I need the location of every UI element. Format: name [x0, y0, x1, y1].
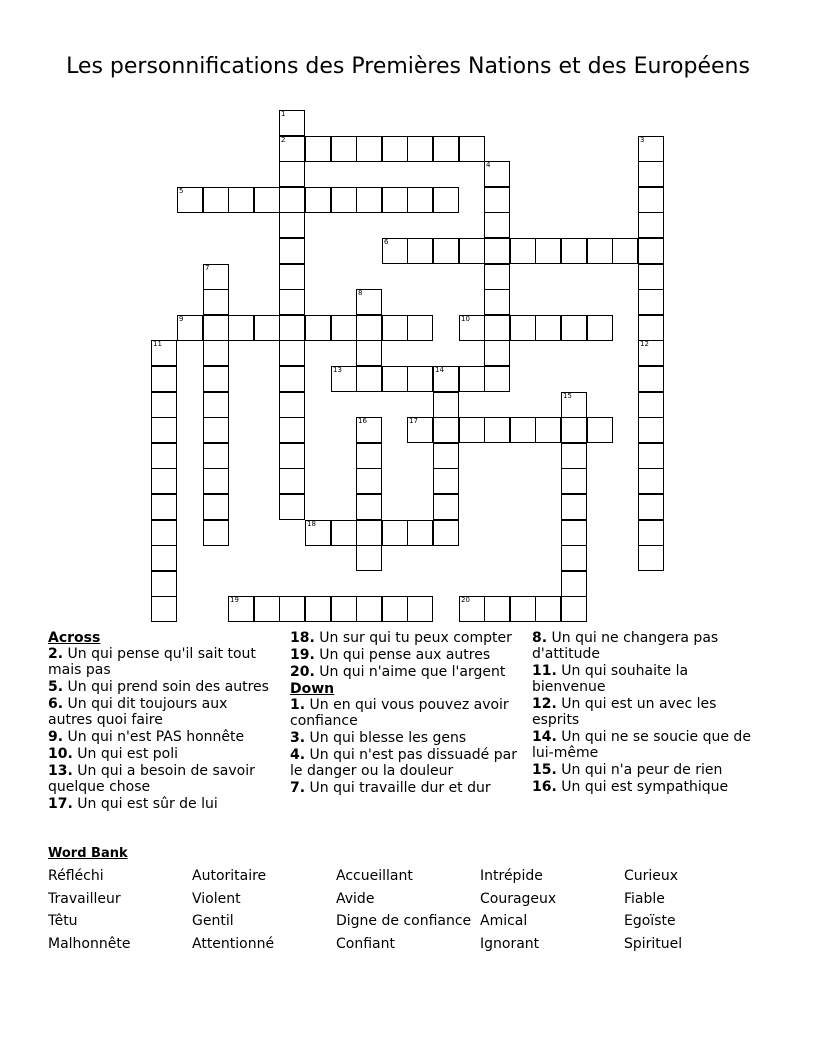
grid-cell[interactable]	[151, 443, 177, 469]
grid-cell[interactable]	[279, 443, 305, 469]
clue-number: 15.	[532, 762, 557, 778]
grid-cell[interactable]	[638, 392, 664, 418]
cell-number: 7	[205, 264, 210, 272]
cell-number: 15	[563, 392, 572, 400]
grid-cell[interactable]	[279, 468, 305, 494]
clue-text: Un qui dit toujours aux autres quoi faire	[48, 696, 228, 728]
clue-text: Un qui est sûr de lui	[77, 796, 218, 812]
across-clue	[48, 763, 276, 795]
cell-number: 3	[640, 136, 645, 144]
grid-cell[interactable]	[484, 212, 510, 238]
grid-cell[interactable]	[382, 520, 408, 546]
clue-text: Un qui est poli	[77, 746, 179, 762]
grid-cell[interactable]	[203, 443, 229, 469]
clue-text: Un sur qui tu peux compter	[319, 630, 512, 646]
grid-cell[interactable]	[638, 289, 664, 315]
grid-cell[interactable]	[356, 289, 382, 315]
grid-cell[interactable]	[561, 545, 587, 571]
cell-number: 20	[461, 596, 470, 604]
cell-number: 18	[307, 520, 316, 528]
grid-cell[interactable]	[151, 545, 177, 571]
clue-number: 5.	[48, 679, 64, 695]
across-clue	[48, 796, 276, 812]
grid-cell[interactable]	[612, 238, 638, 264]
grid-cell[interactable]	[203, 494, 229, 520]
grid-cell[interactable]	[484, 187, 510, 213]
grid-cell[interactable]	[459, 136, 485, 162]
across-clue	[290, 647, 518, 663]
grid-cell[interactable]	[638, 187, 664, 213]
grid-cell[interactable]	[228, 315, 254, 341]
grid-cell[interactable]	[305, 520, 331, 546]
clue-number: 16.	[532, 779, 557, 795]
grid-cell[interactable]	[459, 238, 485, 264]
grid-cell[interactable]	[484, 264, 510, 290]
word-bank-item: Digne de confiance	[336, 913, 472, 930]
grid-cell[interactable]	[177, 315, 203, 341]
clue-text: Un qui blesse les gens	[309, 730, 467, 746]
clue-text: Un qui n'aime que l'argent	[319, 664, 506, 680]
grid-cell[interactable]	[356, 545, 382, 571]
grid-cell[interactable]	[177, 187, 203, 213]
down-clue	[290, 780, 518, 796]
grid-cell[interactable]	[561, 468, 587, 494]
grid-cell[interactable]	[638, 212, 664, 238]
grid-cell[interactable]	[535, 315, 561, 341]
grid-cell[interactable]	[407, 596, 433, 622]
grid-cell[interactable]	[331, 520, 357, 546]
grid-cell[interactable]	[433, 468, 459, 494]
grid-cell[interactable]	[510, 417, 536, 443]
clue-number: 13.	[48, 763, 73, 779]
clue-number: 1.	[290, 697, 306, 713]
cell-number: 2	[281, 136, 286, 144]
grid-cell[interactable]	[356, 366, 382, 392]
grid-cell[interactable]	[433, 494, 459, 520]
down-clue	[532, 729, 764, 761]
across-clue	[48, 746, 276, 762]
grid-cell[interactable]	[510, 596, 536, 622]
across-clue	[48, 729, 276, 745]
grid-cell[interactable]	[151, 417, 177, 443]
grid-cell[interactable]	[587, 417, 613, 443]
grid-cell[interactable]	[331, 315, 357, 341]
grid-cell[interactable]	[433, 443, 459, 469]
word-bank-item: Avide	[336, 890, 375, 907]
clue-text: Un qui pense qu'il sait tout mais pas	[48, 646, 256, 678]
grid-cell[interactable]	[459, 315, 485, 341]
grid-cell[interactable]	[638, 468, 664, 494]
grid-cell[interactable]	[638, 264, 664, 290]
clue-number: 7.	[290, 780, 306, 796]
grid-cell[interactable]	[279, 494, 305, 520]
page-title: Les personnifications des Premières Nations et des Européens	[66, 54, 750, 79]
grid-cell[interactable]	[151, 392, 177, 418]
grid-cell[interactable]	[331, 366, 357, 392]
clue-text: Un qui est sympathique	[561, 779, 729, 795]
clue-text: Un qui n'est pas dissuadé par le danger ou la douleur	[290, 747, 517, 779]
grid-cell[interactable]	[561, 238, 587, 264]
word-bank-item: Attentionné	[192, 936, 275, 953]
down-clue	[532, 762, 764, 778]
grid-cell[interactable]	[254, 315, 280, 341]
grid-cell[interactable]	[561, 417, 587, 443]
clue-text: Un qui n'est PAS honnête	[67, 729, 245, 745]
down-clue	[290, 697, 518, 729]
down-clue	[532, 630, 764, 662]
grid-cell[interactable]	[279, 289, 305, 315]
across-clue	[290, 664, 518, 680]
clue-number: 8.	[532, 630, 548, 646]
grid-cell[interactable]	[561, 596, 587, 622]
clue-number: 12.	[532, 696, 557, 712]
grid-cell[interactable]	[151, 520, 177, 546]
grid-cell[interactable]	[356, 468, 382, 494]
grid-cell[interactable]	[407, 187, 433, 213]
grid-cell[interactable]	[203, 187, 229, 213]
grid-cell[interactable]	[433, 520, 459, 546]
cell-number: 11	[153, 340, 162, 348]
clue-number: 11.	[532, 663, 557, 679]
clue-number: 3.	[290, 730, 306, 746]
grid-cell[interactable]	[279, 392, 305, 418]
grid-cell[interactable]	[151, 494, 177, 520]
grid-cell[interactable]	[561, 571, 587, 597]
down-clue	[532, 696, 764, 728]
grid-cell[interactable]	[203, 392, 229, 418]
word-bank-item: Fiable	[624, 890, 665, 907]
grid-cell[interactable]	[638, 545, 664, 571]
clue-number: 14.	[532, 729, 557, 745]
grid-cell[interactable]	[484, 417, 510, 443]
clue-text: Un qui a besoin de savoir quelque chose	[48, 763, 255, 795]
down-clue	[290, 730, 518, 746]
grid-cell[interactable]	[356, 596, 382, 622]
grid-cell[interactable]	[638, 161, 664, 187]
cell-number: 10	[461, 315, 470, 323]
grid-cell[interactable]	[331, 596, 357, 622]
grid-cell[interactable]	[638, 520, 664, 546]
grid-cell[interactable]	[459, 596, 485, 622]
grid-cell[interactable]	[331, 136, 357, 162]
down-clue	[532, 663, 764, 695]
grid-cell[interactable]	[279, 161, 305, 187]
cell-number: 14	[435, 366, 444, 374]
across-clue	[48, 646, 276, 678]
word-bank-heading: Word Bank	[48, 846, 128, 861]
grid-cell[interactable]	[407, 417, 433, 443]
grid-cell[interactable]	[151, 366, 177, 392]
grid-cell[interactable]	[382, 187, 408, 213]
clues-column-3	[532, 630, 764, 796]
down-clue	[290, 747, 518, 779]
clue-number: 4.	[290, 747, 306, 763]
grid-cell[interactable]	[356, 443, 382, 469]
grid-cell[interactable]	[484, 161, 510, 187]
grid-cell[interactable]	[433, 136, 459, 162]
grid-cell[interactable]	[433, 417, 459, 443]
cell-number: 9	[179, 315, 184, 323]
grid-cell[interactable]	[638, 315, 664, 341]
cell-number: 12	[640, 340, 649, 348]
grid-cell[interactable]	[151, 596, 177, 622]
grid-cell[interactable]	[279, 264, 305, 290]
word-bank-item: Curieux	[624, 868, 679, 884]
grid-cell[interactable]	[279, 596, 305, 622]
clue-number: 19.	[290, 647, 315, 663]
cell-number: 13	[333, 366, 342, 374]
down-clue	[532, 779, 764, 795]
grid-cell[interactable]	[254, 596, 280, 622]
grid-cell[interactable]	[356, 340, 382, 366]
clue-number: 17.	[48, 796, 73, 812]
grid-cell[interactable]	[279, 417, 305, 443]
grid-cell[interactable]	[305, 136, 331, 162]
clues-column-2	[290, 630, 518, 797]
word-bank-item: Egoïste	[624, 913, 676, 930]
grid-cell[interactable]	[484, 366, 510, 392]
grid-cell[interactable]	[279, 366, 305, 392]
clue-text: Un qui travaille dur et dur	[309, 780, 491, 796]
word-bank-item: Amical	[480, 913, 528, 930]
grid-cell[interactable]	[203, 417, 229, 443]
across-clue	[290, 630, 518, 646]
word-bank-item: Autoritaire	[192, 868, 267, 884]
grid-cell[interactable]	[228, 187, 254, 213]
grid-cell[interactable]	[561, 443, 587, 469]
grid-cell[interactable]	[203, 520, 229, 546]
clue-number: 9.	[48, 729, 64, 745]
grid-cell[interactable]	[331, 187, 357, 213]
clue-text: Un qui n'a peur de rien	[561, 762, 723, 778]
grid-cell[interactable]	[561, 315, 587, 341]
grid-cell[interactable]	[535, 417, 561, 443]
grid-cell[interactable]	[151, 340, 177, 366]
grid-cell[interactable]	[433, 187, 459, 213]
clue-number: 18.	[290, 630, 315, 646]
clue-number: 2.	[48, 646, 64, 662]
grid-cell[interactable]	[305, 187, 331, 213]
down-heading: Down	[290, 681, 335, 697]
grid-cell[interactable]	[638, 494, 664, 520]
grid-cell[interactable]	[203, 315, 229, 341]
grid-cell[interactable]	[459, 417, 485, 443]
grid-cell[interactable]	[638, 238, 664, 264]
grid-cell[interactable]	[433, 392, 459, 418]
word-bank-item: Malhonnête	[48, 936, 131, 953]
grid-cell[interactable]	[356, 520, 382, 546]
grid-cell[interactable]	[382, 596, 408, 622]
word-bank-item: Courageux	[480, 890, 557, 907]
grid-cell[interactable]	[535, 596, 561, 622]
grid-cell[interactable]	[510, 238, 536, 264]
clue-number: 20.	[290, 664, 315, 680]
cell-number: 19	[230, 596, 239, 604]
grid-cell[interactable]	[279, 187, 305, 213]
word-bank-item: Intrépide	[480, 868, 543, 884]
grid-cell[interactable]	[203, 366, 229, 392]
grid-cell[interactable]	[484, 289, 510, 315]
cell-number: 16	[358, 417, 367, 425]
clue-text: Un qui souhaite la bienvenue	[532, 663, 689, 695]
grid-cell[interactable]	[203, 264, 229, 290]
across-clue	[48, 679, 276, 695]
grid-cell[interactable]	[484, 340, 510, 366]
grid-cell[interactable]	[151, 468, 177, 494]
grid-cell[interactable]	[407, 520, 433, 546]
grid-cell[interactable]	[638, 136, 664, 162]
grid-cell[interactable]	[279, 340, 305, 366]
grid-cell[interactable]	[382, 238, 408, 264]
grid-cell[interactable]	[279, 136, 305, 162]
clue-text: Un qui pense aux autres	[319, 647, 491, 663]
grid-cell[interactable]	[561, 520, 587, 546]
cell-number: 6	[384, 238, 389, 246]
grid-cell[interactable]	[228, 596, 254, 622]
grid-cell[interactable]	[254, 187, 280, 213]
grid-cell[interactable]	[433, 366, 459, 392]
grid-cell[interactable]	[535, 238, 561, 264]
clue-text: Un qui est un avec les esprits	[532, 696, 717, 728]
clue-number: 6.	[48, 696, 64, 712]
grid-cell[interactable]	[638, 417, 664, 443]
word-bank-item: Spirituel	[624, 936, 683, 953]
grid-cell[interactable]	[382, 136, 408, 162]
grid-cell[interactable]	[561, 392, 587, 418]
word-bank-item: Gentil	[192, 913, 234, 930]
grid-cell[interactable]	[587, 315, 613, 341]
grid-cell[interactable]	[305, 315, 331, 341]
grid-cell[interactable]	[638, 366, 664, 392]
grid-cell[interactable]	[484, 238, 510, 264]
grid-cell[interactable]	[305, 596, 331, 622]
grid-cell[interactable]	[459, 366, 485, 392]
grid-cell[interactable]	[484, 315, 510, 341]
grid-cell[interactable]	[561, 494, 587, 520]
grid-cell[interactable]	[356, 136, 382, 162]
grid-cell[interactable]	[638, 340, 664, 366]
word-bank-item: Réfléchi	[48, 868, 104, 884]
word-bank-item: Violent	[192, 890, 241, 907]
grid-cell[interactable]	[510, 315, 536, 341]
grid-cell[interactable]	[638, 443, 664, 469]
cell-number: 1	[281, 110, 286, 118]
grid-cell[interactable]	[203, 340, 229, 366]
clue-text: Un qui ne changera pas d'attitude	[532, 630, 719, 662]
grid-cell[interactable]	[407, 366, 433, 392]
grid-cell[interactable]	[356, 494, 382, 520]
grid-cell[interactable]	[203, 468, 229, 494]
word-bank-item: Têtu	[48, 913, 78, 930]
across-clue	[48, 696, 276, 728]
grid-cell[interactable]	[203, 289, 229, 315]
grid-cell[interactable]	[407, 136, 433, 162]
grid-cell[interactable]	[433, 238, 459, 264]
grid-cell[interactable]	[279, 110, 305, 136]
grid-cell[interactable]	[356, 315, 382, 341]
cell-number: 4	[486, 161, 491, 169]
clue-text: Un en qui vous pouvez avoir confiance	[290, 697, 509, 729]
grid-cell[interactable]	[279, 238, 305, 264]
across-heading: Across	[48, 630, 101, 646]
cell-number: 5	[179, 187, 184, 195]
grid-cell[interactable]	[407, 315, 433, 341]
clues-column-1	[48, 630, 276, 813]
grid-cell[interactable]	[382, 315, 408, 341]
grid-cell[interactable]	[382, 366, 408, 392]
grid-cell[interactable]	[279, 315, 305, 341]
grid-cell[interactable]	[151, 571, 177, 597]
grid-cell[interactable]	[356, 417, 382, 443]
clue-number: 10.	[48, 746, 73, 762]
grid-cell[interactable]	[484, 596, 510, 622]
word-bank-item: Ignorant	[480, 936, 540, 953]
grid-cell[interactable]	[279, 212, 305, 238]
clue-text: Un qui prend soin des autres	[67, 679, 269, 695]
cell-number: 17	[409, 417, 418, 425]
grid-cell[interactable]	[356, 187, 382, 213]
cell-number: 8	[358, 289, 363, 297]
grid-cell[interactable]	[587, 238, 613, 264]
clue-text: Un qui ne se soucie que de lui-même	[532, 729, 751, 761]
grid-cell[interactable]	[407, 238, 433, 264]
word-bank-item: Confiant	[336, 936, 395, 953]
word-bank-item: Accueillant	[336, 868, 413, 884]
word-bank-item: Travailleur	[48, 890, 121, 907]
